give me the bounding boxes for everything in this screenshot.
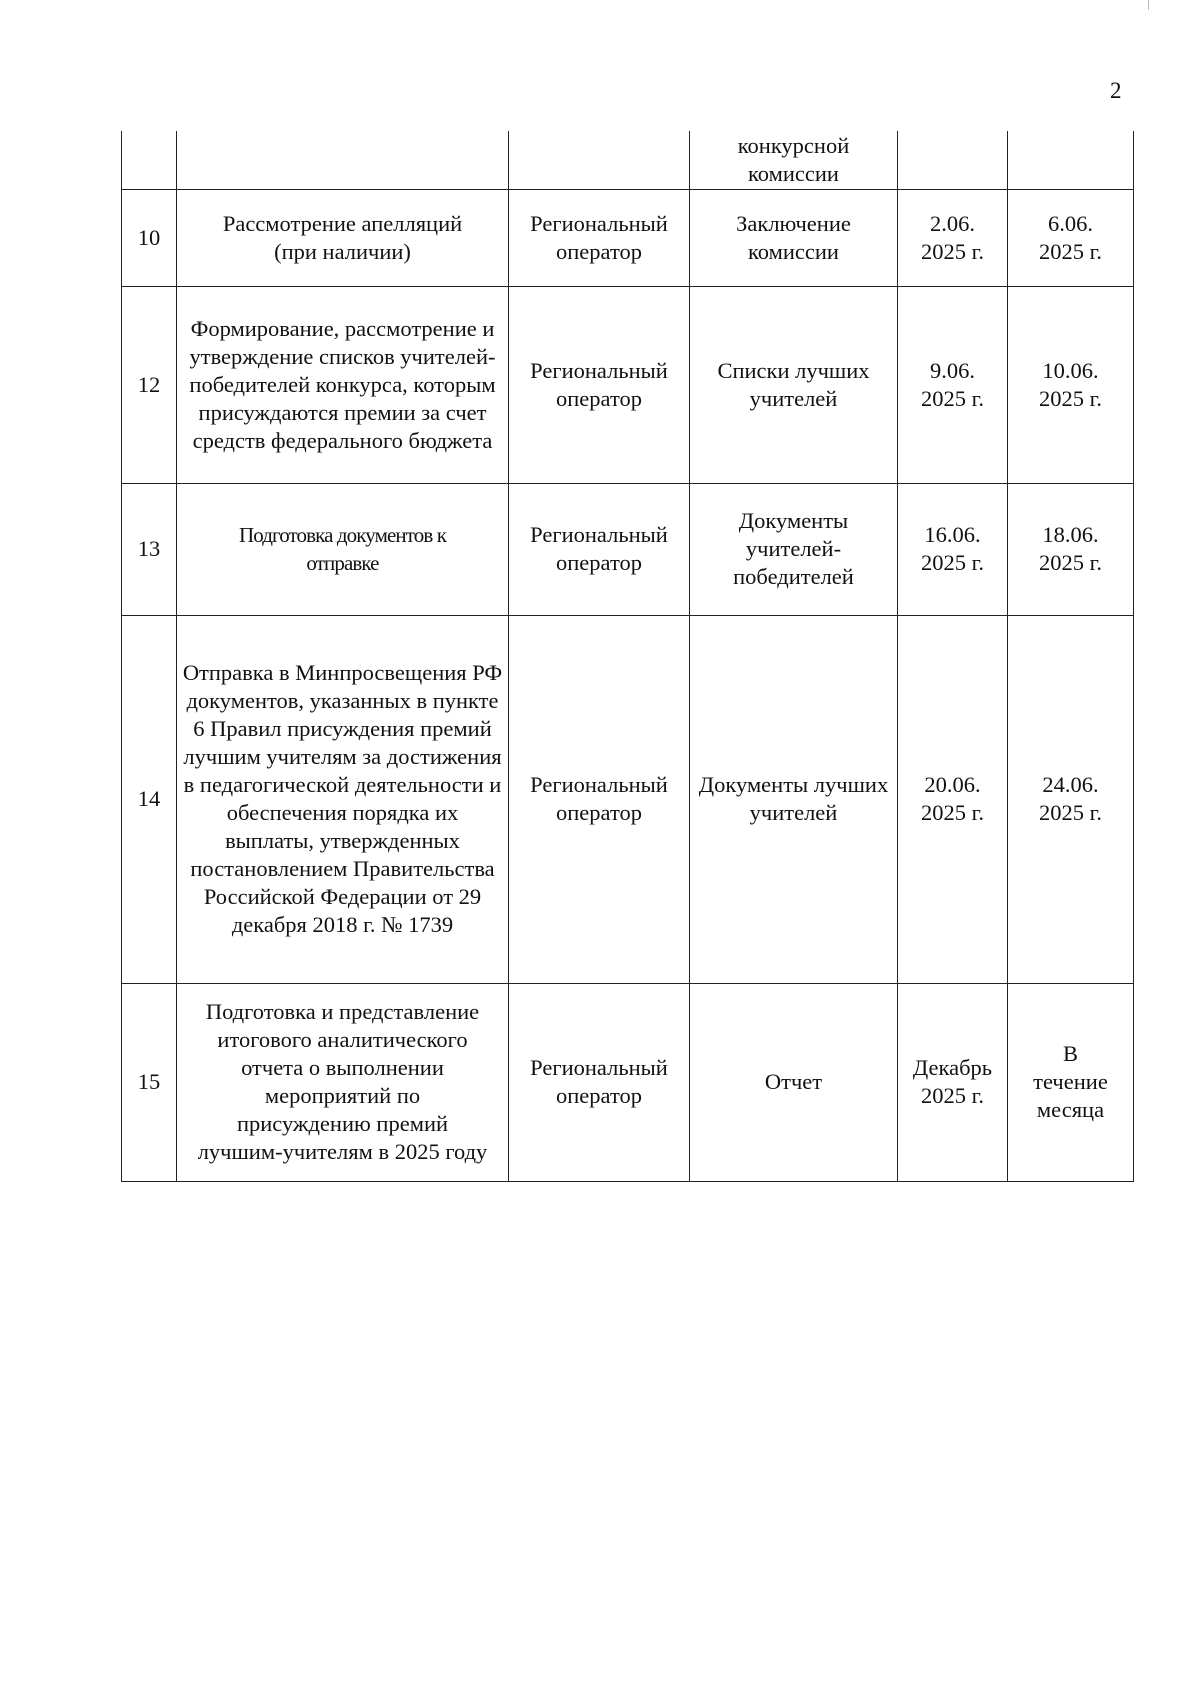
event-text: Рассмотрение апелляций (при наличии) [222,210,463,264]
responsible-cell [509,286,690,483]
cell-result [690,131,898,189]
row-number: 15 [122,983,177,1181]
start-date-text: 2.06. 2025 г. [921,210,984,264]
responsible-text: Региональный оператор [530,522,668,575]
cell-start [898,131,1008,189]
event-cell [177,615,509,983]
result-cell [690,983,898,1181]
responsible-cell [509,983,690,1181]
scan-mark [1148,0,1149,10]
result-cell [690,286,898,483]
start-date-text: 9.06. 2025 г. [921,357,984,411]
start-date-text: 20.06. 2025 г. [921,772,984,825]
cell-num [122,131,177,189]
table-row [122,286,1134,483]
responsible-cell [509,615,690,983]
responsible-cell [509,483,690,615]
schedule-table [121,131,1134,1182]
end-date-text: 24.06. 2025 г. [1039,772,1102,825]
event-cell [177,983,509,1181]
responsible-text: Региональный оператор [530,210,668,264]
event-text: Отправка в Минпросвещения РФ документов, указанных в пункте 6 Правил присуждения премий лучшим учителям за достижения в педагогической деятельности и обеспечения порядка их выплаты, утвержденных постановлением Правительства Российской Федерации от 29 декабря 2018 г. № 1739 [182,660,503,937]
result-cell [690,615,898,983]
result-text: Заключение комиссии [736,210,851,264]
cell-responsible [509,131,690,189]
table-row [122,615,1134,983]
event-text: Подготовка документов к отправке [238,523,447,575]
end-date-text: В течение месяца [1033,1041,1108,1122]
event-text: Формирование, рассмотрение и утверждение списков учителей-победителей конкурса, которым присуждаются премии за счет средств федерального бюджета [189,315,496,453]
start-date-cell [898,615,1008,983]
start-date-text: Декабрь 2025 г. [912,1055,993,1108]
page-number: 2 [1110,78,1122,103]
row-number: 14 [122,615,177,983]
responsible-text: Региональный оператор [530,772,668,825]
start-date-text: 16.06. 2025 г. [921,522,984,575]
cell-end [1008,131,1134,189]
event-text: Подготовка и представление итогового аналитического отчета о выполнении мероприятий по присуждению премий лучшим-учителям в 2025 году [197,999,488,1164]
start-date-cell [898,189,1008,286]
responsible-cell [509,189,690,286]
event-cell [177,189,509,286]
event-cell [177,483,509,615]
responsible-text: Региональный оператор [530,1055,668,1108]
end-date-cell [1008,615,1134,983]
result-text: Документы лучших учителей [698,772,889,825]
start-date-cell [898,483,1008,615]
end-date-text: 18.06. 2025 г. [1039,522,1102,575]
table-row-continuation [122,131,1134,189]
row-number: 10 [122,189,177,286]
end-date-cell [1008,286,1134,483]
result-cell [690,189,898,286]
end-date-cell [1008,483,1134,615]
responsible-text: Региональный оператор [530,357,668,411]
end-date-text: 6.06. 2025 г. [1039,210,1102,264]
row-number: 12 [122,286,177,483]
result-text: Документы учителей-победителей [733,508,854,589]
result-text: Отчет [764,1069,823,1094]
result-text: Списки лучших учителей [717,357,870,411]
end-date-text: 10.06. 2025 г. [1039,357,1102,411]
start-date-cell [898,286,1008,483]
event-cell [177,286,509,483]
table-row [122,483,1134,615]
cell-event [177,131,509,189]
start-date-cell [898,983,1008,1181]
table-row [122,983,1134,1181]
result-cell [690,483,898,615]
continuation-result-text: конкурсной комиссии [737,132,850,186]
end-date-cell [1008,983,1134,1181]
end-date-cell [1008,189,1134,286]
table-row [122,189,1134,286]
row-number: 13 [122,483,177,615]
